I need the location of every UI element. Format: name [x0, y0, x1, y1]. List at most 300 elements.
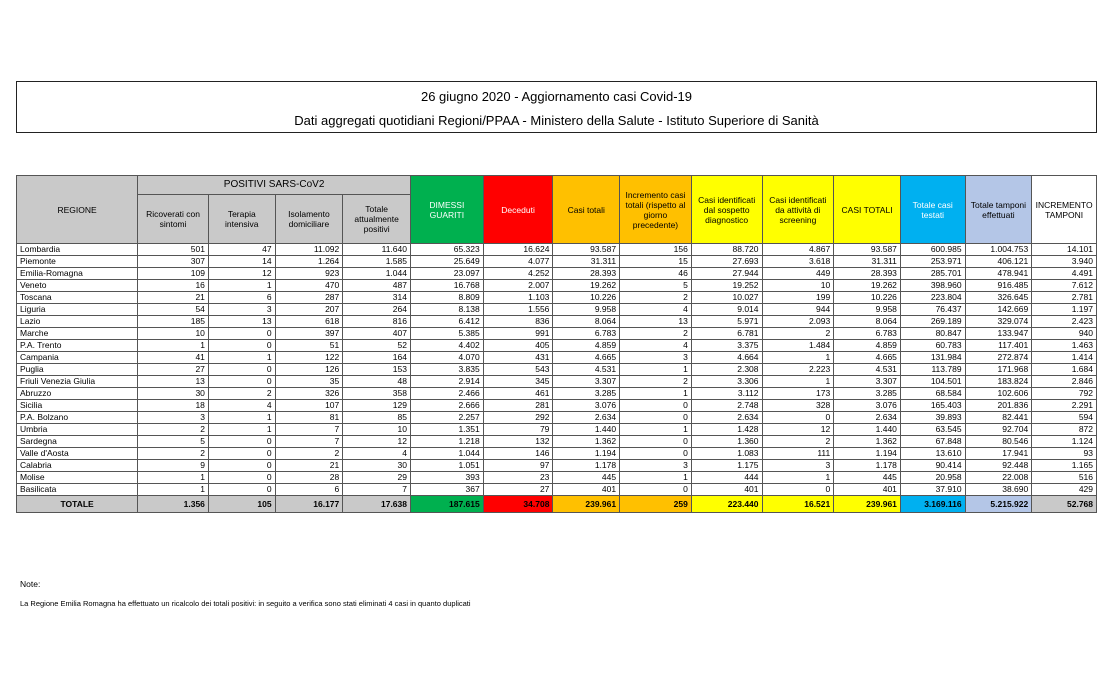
value-cell: 1.440 [834, 424, 901, 436]
value-cell: 269.189 [900, 316, 965, 328]
region-name-cell: Campania [17, 352, 138, 364]
value-cell: 253.971 [900, 256, 965, 268]
header-isolamento: Isolamento domiciliare [275, 195, 343, 244]
value-cell: 1.083 [691, 448, 762, 460]
value-cell: 4.077 [483, 256, 553, 268]
value-cell: 27 [138, 364, 209, 376]
value-cell: 358 [343, 388, 411, 400]
value-cell: 4 [620, 340, 692, 352]
value-cell: 4.665 [834, 352, 901, 364]
table-row [17, 448, 1097, 460]
value-cell: 0 [208, 484, 275, 496]
value-cell: 0 [208, 472, 275, 484]
value-cell: 792 [1032, 388, 1097, 400]
value-cell: 0 [620, 484, 692, 496]
value-cell: 1.044 [410, 448, 483, 460]
value-cell: 65.323 [410, 244, 483, 256]
value-cell: 991 [483, 328, 553, 340]
table-row [17, 340, 1097, 352]
region-name-cell: Umbria [17, 424, 138, 436]
value-cell: 4 [620, 304, 692, 316]
value-cell: 23.097 [410, 268, 483, 280]
value-cell: 12 [762, 424, 834, 436]
value-cell: 68.584 [900, 388, 965, 400]
value-cell: 10.226 [553, 292, 620, 304]
value-cell: 223.804 [900, 292, 965, 304]
value-cell: 27.944 [691, 268, 762, 280]
value-cell: 6 [208, 292, 275, 304]
value-cell: 4.665 [553, 352, 620, 364]
value-cell: 314 [343, 292, 411, 304]
value-cell: 82.441 [965, 412, 1032, 424]
value-cell: 4.867 [762, 244, 834, 256]
value-cell: 39.893 [900, 412, 965, 424]
value-cell: 4.402 [410, 340, 483, 352]
total-label-cell: TOTALE [17, 496, 138, 513]
value-cell: 93 [1032, 448, 1097, 460]
value-cell: 1.264 [275, 256, 343, 268]
region-name-cell: Marche [17, 328, 138, 340]
value-cell: 449 [762, 268, 834, 280]
value-cell: 0 [762, 484, 834, 496]
value-cell: 185 [138, 316, 209, 328]
value-cell: 60.783 [900, 340, 965, 352]
covid-data-table [16, 175, 1097, 513]
value-cell: 2.291 [1032, 400, 1097, 412]
value-cell: 19.252 [691, 280, 762, 292]
value-cell: 4.859 [553, 340, 620, 352]
value-cell: 397 [275, 328, 343, 340]
region-name-cell: Molise [17, 472, 138, 484]
value-cell: 207 [275, 304, 343, 316]
table-body [17, 244, 1097, 496]
value-cell: 2 [620, 328, 692, 340]
header-casi-sospetto: Casi identificati dal sospetto diagnostico [691, 176, 762, 244]
value-cell: 1.051 [410, 460, 483, 472]
value-cell: 1 [208, 280, 275, 292]
value-cell: 2.007 [483, 280, 553, 292]
total-value-cell: 187.615 [410, 496, 483, 513]
value-cell: 2.466 [410, 388, 483, 400]
region-name-cell: Puglia [17, 364, 138, 376]
value-cell: 0 [208, 460, 275, 472]
value-cell: 183.824 [965, 376, 1032, 388]
value-cell: 292 [483, 412, 553, 424]
total-row [17, 496, 1097, 513]
value-cell: 133.947 [965, 328, 1032, 340]
value-cell: 14.101 [1032, 244, 1097, 256]
value-cell: 0 [208, 364, 275, 376]
value-cell: 4.664 [691, 352, 762, 364]
value-cell: 21 [275, 460, 343, 472]
value-cell: 153 [343, 364, 411, 376]
value-cell: 3 [138, 412, 209, 424]
value-cell: 600.985 [900, 244, 965, 256]
value-cell: 401 [553, 484, 620, 496]
value-cell: 28 [275, 472, 343, 484]
value-cell: 940 [1032, 328, 1097, 340]
value-cell: 1 [620, 472, 692, 484]
value-cell: 8.809 [410, 292, 483, 304]
value-cell: 618 [275, 316, 343, 328]
table-row [17, 268, 1097, 280]
value-cell: 285.701 [900, 268, 965, 280]
value-cell: 1.556 [483, 304, 553, 316]
value-cell: 142.669 [965, 304, 1032, 316]
value-cell: 401 [834, 484, 901, 496]
region-name-cell: Abruzzo [17, 388, 138, 400]
report-subtitle: Dati aggregati quotidiani Regioni/PPAA - Ministero della Salute - Istituto Superiore di Sanità [294, 113, 819, 128]
value-cell: 2.423 [1032, 316, 1097, 328]
value-cell: 445 [834, 472, 901, 484]
value-cell: 487 [343, 280, 411, 292]
header-incremento-tamponi: INCREMENTO TAMPONI [1032, 176, 1097, 244]
value-cell: 2.748 [691, 400, 762, 412]
report-header [16, 81, 1097, 133]
total-value-cell: 239.961 [834, 496, 901, 513]
value-cell: 872 [1032, 424, 1097, 436]
value-cell: 47 [208, 244, 275, 256]
value-cell: 329.074 [965, 316, 1032, 328]
value-cell: 199 [762, 292, 834, 304]
value-cell: 21 [138, 292, 209, 304]
value-cell: 132 [483, 436, 553, 448]
value-cell: 11.640 [343, 244, 411, 256]
header-positivi-group: POSITIVI SARS-CoV2 [138, 176, 411, 195]
value-cell: 165.403 [900, 400, 965, 412]
value-cell: 4.491 [1032, 268, 1097, 280]
value-cell: 10.027 [691, 292, 762, 304]
value-cell: 461 [483, 388, 553, 400]
value-cell: 41 [138, 352, 209, 364]
value-cell: 0 [620, 448, 692, 460]
value-cell: 281 [483, 400, 553, 412]
value-cell: 836 [483, 316, 553, 328]
table-row [17, 292, 1097, 304]
value-cell: 6 [275, 484, 343, 496]
value-cell: 46 [620, 268, 692, 280]
table-row [17, 328, 1097, 340]
region-name-cell: Calabria [17, 460, 138, 472]
value-cell: 1 [208, 424, 275, 436]
value-cell: 7 [275, 424, 343, 436]
value-cell: 3.285 [834, 388, 901, 400]
value-cell: 0 [208, 436, 275, 448]
value-cell: 201.836 [965, 400, 1032, 412]
value-cell: 398.960 [900, 280, 965, 292]
value-cell: 22.008 [965, 472, 1032, 484]
value-cell: 445 [553, 472, 620, 484]
value-cell: 2.914 [410, 376, 483, 388]
table-row [17, 472, 1097, 484]
value-cell: 4.531 [834, 364, 901, 376]
table-row [17, 280, 1097, 292]
value-cell: 1.124 [1032, 436, 1097, 448]
value-cell: 102.606 [965, 388, 1032, 400]
value-cell: 1 [762, 472, 834, 484]
value-cell: 30 [138, 388, 209, 400]
value-cell: 107 [275, 400, 343, 412]
value-cell: 0 [208, 448, 275, 460]
value-cell: 2 [762, 328, 834, 340]
value-cell: 156 [620, 244, 692, 256]
value-cell: 2.308 [691, 364, 762, 376]
value-cell: 0 [620, 436, 692, 448]
value-cell: 2 [138, 424, 209, 436]
value-cell: 0 [208, 340, 275, 352]
table-row [17, 256, 1097, 268]
table-row [17, 364, 1097, 376]
value-cell: 109 [138, 268, 209, 280]
value-cell: 1.440 [553, 424, 620, 436]
value-cell: 2 [208, 388, 275, 400]
value-cell: 10 [762, 280, 834, 292]
total-value-cell: 3.169.116 [900, 496, 965, 513]
value-cell: 1 [208, 352, 275, 364]
value-cell: 1.351 [410, 424, 483, 436]
notes-text: La Regione Emilia Romagna ha effettuato un ricalcolo dei totali positivi: in seguito a verifica sono stati eliminati 4 casi in quanto duplicati [20, 599, 471, 608]
value-cell: 37.910 [900, 484, 965, 496]
table-row [17, 316, 1097, 328]
value-cell: 3.076 [553, 400, 620, 412]
value-cell: 2 [275, 448, 343, 460]
value-cell: 92.448 [965, 460, 1032, 472]
value-cell: 3.112 [691, 388, 762, 400]
value-cell: 6.783 [553, 328, 620, 340]
value-cell: 328 [762, 400, 834, 412]
value-cell: 7 [275, 436, 343, 448]
region-name-cell: Friuli Venezia Giulia [17, 376, 138, 388]
value-cell: 11.092 [275, 244, 343, 256]
value-cell: 31.311 [553, 256, 620, 268]
header-terapia-intensiva: Terapia intensiva [208, 195, 275, 244]
value-cell: 28.393 [834, 268, 901, 280]
value-cell: 10 [343, 424, 411, 436]
value-cell: 944 [762, 304, 834, 316]
value-cell: 51 [275, 340, 343, 352]
value-cell: 478.941 [965, 268, 1032, 280]
value-cell: 173 [762, 388, 834, 400]
value-cell: 1 [138, 484, 209, 496]
value-cell: 1 [620, 424, 692, 436]
value-cell: 30 [343, 460, 411, 472]
value-cell: 4.252 [483, 268, 553, 280]
value-cell: 2.781 [1032, 292, 1097, 304]
value-cell: 27 [483, 484, 553, 496]
value-cell: 3.375 [691, 340, 762, 352]
value-cell: 16.624 [483, 244, 553, 256]
report-title: 26 giugno 2020 - Aggiornamento casi Covid-19 [420, 89, 692, 104]
total-value-cell: 223.440 [691, 496, 762, 513]
value-cell: 3.285 [553, 388, 620, 400]
value-cell: 1.428 [691, 424, 762, 436]
value-cell: 4.070 [410, 352, 483, 364]
region-name-cell: Emilia-Romagna [17, 268, 138, 280]
header-tamponi: Totale tamponi effettuati [965, 176, 1032, 244]
value-cell: 0 [620, 400, 692, 412]
value-cell: 4.531 [553, 364, 620, 376]
table-row [17, 460, 1097, 472]
value-cell: 18 [138, 400, 209, 412]
header-dimessi-guariti: DIMESSI GUARITI [410, 176, 483, 244]
value-cell: 122 [275, 352, 343, 364]
value-cell: 431 [483, 352, 553, 364]
region-name-cell: Lombardia [17, 244, 138, 256]
header-ricoverati: Ricoverati con sintomi [138, 195, 209, 244]
region-name-cell: Valle d'Aosta [17, 448, 138, 460]
region-name-cell: Lazio [17, 316, 138, 328]
value-cell: 401 [691, 484, 762, 496]
total-value-cell: 5.215.922 [965, 496, 1032, 513]
value-cell: 444 [691, 472, 762, 484]
value-cell: 129 [343, 400, 411, 412]
value-cell: 1.178 [553, 460, 620, 472]
value-cell: 2.093 [762, 316, 834, 328]
value-cell: 76.437 [900, 304, 965, 316]
table-row [17, 352, 1097, 364]
region-name-cell: Veneto [17, 280, 138, 292]
region-name-cell: Liguria [17, 304, 138, 316]
total-value-cell: 239.961 [553, 496, 620, 513]
notes-title: Note: [20, 579, 41, 589]
table-row [17, 244, 1097, 256]
value-cell: 1.165 [1032, 460, 1097, 472]
value-cell: 48 [343, 376, 411, 388]
region-name-cell: Sicilia [17, 400, 138, 412]
value-cell: 307 [138, 256, 209, 268]
total-value-cell: 105 [208, 496, 275, 513]
value-cell: 113.789 [900, 364, 965, 376]
value-cell: 29 [343, 472, 411, 484]
region-name-cell: P.A. Trento [17, 340, 138, 352]
region-name-cell: Basilicata [17, 484, 138, 496]
value-cell: 393 [410, 472, 483, 484]
value-cell: 2.223 [762, 364, 834, 376]
value-cell: 4 [208, 400, 275, 412]
value-cell: 0 [620, 412, 692, 424]
value-cell: 1.585 [343, 256, 411, 268]
value-cell: 326.645 [965, 292, 1032, 304]
value-cell: 88.720 [691, 244, 762, 256]
value-cell: 3.618 [762, 256, 834, 268]
region-name-cell: Toscana [17, 292, 138, 304]
header-casi-screening: Casi identificati da attività di screening [762, 176, 834, 244]
table-row [17, 436, 1097, 448]
value-cell: 1 [620, 388, 692, 400]
value-cell: 54 [138, 304, 209, 316]
total-value-cell: 16.177 [275, 496, 343, 513]
value-cell: 5 [138, 436, 209, 448]
value-cell: 1 [138, 340, 209, 352]
value-cell: 27.693 [691, 256, 762, 268]
value-cell: 5.971 [691, 316, 762, 328]
value-cell: 17.941 [965, 448, 1032, 460]
value-cell: 516 [1032, 472, 1097, 484]
header-casi-totali-2: CASI TOTALI [834, 176, 901, 244]
value-cell: 1.175 [691, 460, 762, 472]
value-cell: 16.768 [410, 280, 483, 292]
value-cell: 1.218 [410, 436, 483, 448]
value-cell: 2 [762, 436, 834, 448]
value-cell: 13 [138, 376, 209, 388]
value-cell: 326 [275, 388, 343, 400]
value-cell: 1.414 [1032, 352, 1097, 364]
value-cell: 13 [208, 316, 275, 328]
value-cell: 28.393 [553, 268, 620, 280]
value-cell: 7.612 [1032, 280, 1097, 292]
value-cell: 14 [208, 256, 275, 268]
value-cell: 35 [275, 376, 343, 388]
value-cell: 1.178 [834, 460, 901, 472]
value-cell: 38.690 [965, 484, 1032, 496]
value-cell: 146 [483, 448, 553, 460]
value-cell: 3.306 [691, 376, 762, 388]
value-cell: 81 [275, 412, 343, 424]
value-cell: 2.846 [1032, 376, 1097, 388]
value-cell: 1.362 [553, 436, 620, 448]
value-cell: 1 [620, 364, 692, 376]
value-cell: 31.311 [834, 256, 901, 268]
value-cell: 164 [343, 352, 411, 364]
value-cell: 6.412 [410, 316, 483, 328]
value-cell: 126 [275, 364, 343, 376]
value-cell: 2.634 [834, 412, 901, 424]
value-cell: 2.634 [691, 412, 762, 424]
value-cell: 3.076 [834, 400, 901, 412]
table-row [17, 400, 1097, 412]
value-cell: 3 [620, 460, 692, 472]
value-cell: 6.783 [834, 328, 901, 340]
value-cell: 2 [620, 376, 692, 388]
total-value-cell: 259 [620, 496, 692, 513]
value-cell: 429 [1032, 484, 1097, 496]
value-cell: 2 [138, 448, 209, 460]
value-cell: 19.262 [553, 280, 620, 292]
value-cell: 264 [343, 304, 411, 316]
value-cell: 93.587 [834, 244, 901, 256]
value-cell: 1 [138, 472, 209, 484]
value-cell: 19.262 [834, 280, 901, 292]
value-cell: 923 [275, 268, 343, 280]
value-cell: 9.958 [834, 304, 901, 316]
value-cell: 20.958 [900, 472, 965, 484]
value-cell: 16 [138, 280, 209, 292]
value-cell: 92.704 [965, 424, 1032, 436]
value-cell: 104.501 [900, 376, 965, 388]
table-row [17, 424, 1097, 436]
value-cell: 1.103 [483, 292, 553, 304]
value-cell: 9.014 [691, 304, 762, 316]
value-cell: 8.138 [410, 304, 483, 316]
value-cell: 63.545 [900, 424, 965, 436]
value-cell: 79 [483, 424, 553, 436]
value-cell: 3 [208, 304, 275, 316]
table-row [17, 376, 1097, 388]
total-value-cell: 1.356 [138, 496, 209, 513]
value-cell: 10 [138, 328, 209, 340]
region-name-cell: Sardegna [17, 436, 138, 448]
value-cell: 2.257 [410, 412, 483, 424]
value-cell: 2 [620, 292, 692, 304]
header-casi-totali: Casi totali [553, 176, 620, 244]
value-cell: 1.197 [1032, 304, 1097, 316]
value-cell: 9.958 [553, 304, 620, 316]
value-cell: 0 [208, 328, 275, 340]
value-cell: 25.649 [410, 256, 483, 268]
value-cell: 594 [1032, 412, 1097, 424]
value-cell: 15 [620, 256, 692, 268]
value-cell: 1.360 [691, 436, 762, 448]
